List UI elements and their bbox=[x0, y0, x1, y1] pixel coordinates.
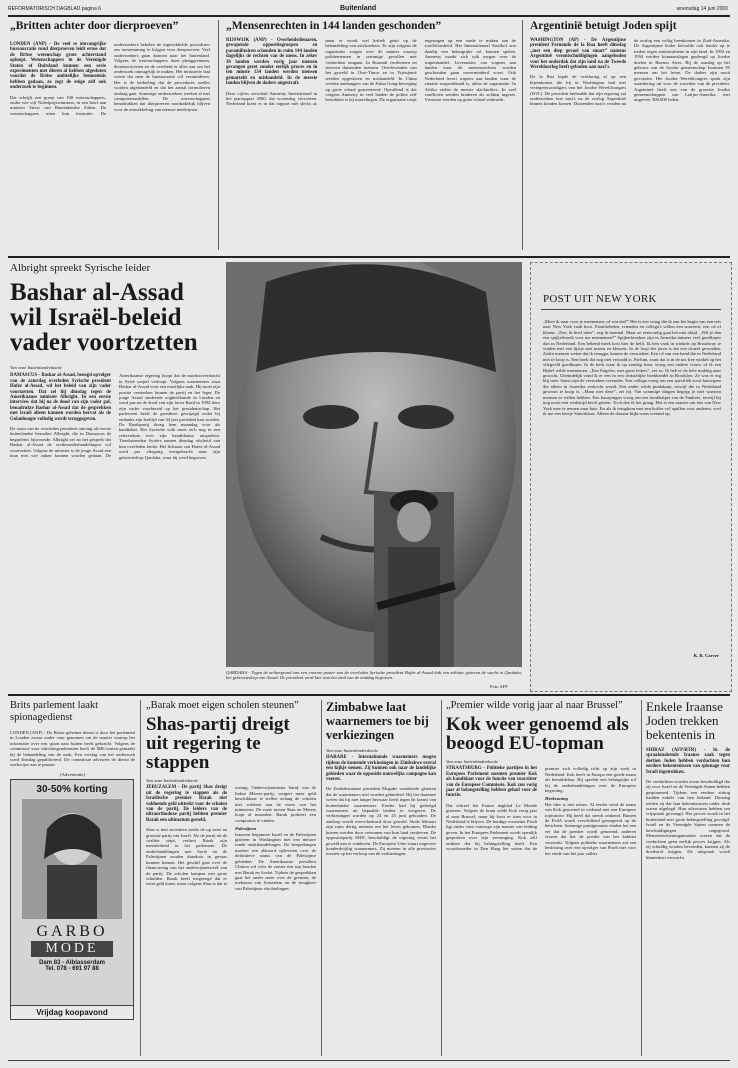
body-paragraph: De zoon van de overleden president ontving als eerste buitenlandse bezoeker Albright, die in Damascus de begrafenis bijwoonde. Albright zei na het gesprek dat Bashar al-Assad de vredesonderhandelingen wil voortzetten. Volgens de minister is de jonge Assad een man met wie zaken kunnen worden gedaan. De Amerikaanse regering hoopt dat de machtsoverdracht in Syrië soepel verloopt. Volgens waarnemers staat Bashar al-Assad voor een moeilijke taak. Hij moet zijn positie versterken binnen de partij en het leger. De jonge Assad studeerde oogheelkunde in Londen en werd pas na de dood van zijn broer Basil in 1994 door zijn vader voorbereid op het presidentschap. Het parlement heeft de grondwet gewijzigd zodat hij ondanks zijn leeftijd van 34 jaar president kan worden. De Baathpartij droeg hem maandag voor als kandidaat. Het Syrische volk moet zich nog in een referendum over zijn kandidatuur uitspreken. Tienduizenden Syriërs namen dinsdag afscheid van hun overleden leider. Het lichaam van Hafez al-Assad werd per vliegtuig overgebracht naar zijn geboortedorp Qardaha, waar hij werd begraven. bbox=[10, 373, 220, 460]
article-assad-continued bbox=[226, 262, 522, 667]
article-iran bbox=[646, 700, 730, 1056]
lead-paragraph: DAMASCUS - Bashar al-Assad, beoogd opvolger van de zaterdag overleden Syrische president Hafez al-Assad, wil het beleid van zijn vader voortzetten. Dat zei hij dinsdag tegen de Amerikaanse minister Albright. In een eerste interview dat hij na de dood van zijn vader gaf, benadrukte Bashar al-Assad dat de gesprekken met Israël alleen kunnen worden hervat als de Golanhoogte volledig wordt teruggegeven. bbox=[10, 373, 111, 422]
lead-paragraph: JERUZALEM - De partij Shas dreigt uit de regering te stappen als de Israëlische premier Barak niet voldoende geld uittrekt voor de scholen van de partij. De leiders van de ultraorthodoxe partij hebben premier Barak een ultimatum gesteld. bbox=[146, 785, 227, 823]
photo-caption bbox=[226, 670, 522, 690]
section-rule bbox=[8, 256, 730, 258]
body-paragraph: Dat schreef het Franse dagblad Le Monde gisteren. Volgens de krant wilde Kok vorig jaar al naar Brussel, maar hij koos er toen voor in Nederland te blijven. De huidige voorzitter Prodi ligt onder vuur vanwege zijn manier van leiding geven. In het Europees Parlement wordt openlijk gesproken over zijn vervanging. Kok zelf ontkent dat hij belangstelling heeft. Een woordvoerder in Den Haag liet weten dat de premier zich volledig richt op zijn werk in Nederland. Kok heeft in Europa een goede naam als bemiddelaar. Hij speelde een belangrijke rol bij de onderhandelingen over de Europese begroting. bbox=[446, 766, 636, 852]
lead-paragraph: LONDEN (ANP) - De veel te omvangrijke bureaucratie rond dierproeven leidt ertoe dat de Britse wetenschap grote achterstand oploopt. Wetenschappers in de Verenigde Staten of Duitsland kunnen een serie experimenten met dieren al hebben afgesloten voordat de Britse ambtelijke bemoeienis hebben gedaan, zo zegt de enige zelf ook onderzoek te beginnen. bbox=[10, 42, 106, 91]
body-paragraph: Deze cijfers verschaft Amnesty International in het jaarrapport 2000, dat woensdag verscheen. Nederland komt er in dat rapport niet slecht af, maar er wordt wel kritiek geuit op de behandeling van asielzoekers. Er zijn volgens de organisatie zorgen over de manier waarop politiemensen in sommige gevallen met verdachten omgaan. In Burundi verdwenen en stierven duizenden mensen. Overlevenden van het geweld in Oost-Timor en in Tsjetsjenië werden opgesloten en mishandeld. In China werden aanhangers van de Falun Gong-beweging op grote schaal gearresteerd. Opvallend is dat volgens Amnesty in veel landen de politie zelf betrokken is bij martelingen. De organisatie roept regeringen op een einde te maken aan de straffeloosheid. Het Internationaal Strafhof zou daarbij een belangrijke rol kunnen spelen. Amnesty maakt zich ook zorgen over de wapenhandel. Leveranties van wapens aan landen waar de mensenrechten worden geschonden gaan onverminderd voort. Ook Nederland levert wapens aan landen waar de situatie zorgwekkend is, aldus de organisatie. In Afrika vielen de meeste slachtoffers. In veel conflicten werden kinderen als soldaat ingezet. Vrouwen werden op grote schaal verkracht. bbox=[226, 38, 516, 107]
kicker: „Barak moet eigen scholen steunen” bbox=[146, 700, 299, 711]
ad-label: (Advertentie) bbox=[60, 771, 85, 777]
header-rule bbox=[8, 15, 730, 17]
ad-model-graphic bbox=[22, 799, 122, 919]
body-paragraph: De Zimbabwaanse president Mugabe verzekerde gisteren dat de waarnemers niet worden gehinderd. Hij liet daarmee weten dat hij niet langer bezwaar heeft tegen de komst van buitenlandse waarnemers. Eerder had hij gedreigd waarnemers uit bepaalde landen te weigeren. De verkiezingen worden op 24 en 25 juni gehouden. De aanloop wordt overschaduwd door geweld. Sinds februari zijn ruim dertig mensen om het leven gekomen. Blanke boeren werden door veteranen van hun land verdreven. De oppositiepartij MDC beschuldigt de regering ervan het geweld aan te wakkeren. De Europese Unie stuurt ongeveer honderdvijftig waarnemers. Zij moeten in alle provincies toezien op het verloop van de verkiezingen. bbox=[326, 786, 436, 857]
body-paragraph: LONDEN (ANP) - De Britse geheime dienst is door het parlement in Londen zwaar onder vuur genomen om de manier waarop het informatie over een spion naar buiten heeft gebracht. Volgens de commissie voor inlichtingendiensten heeft de MI6 fouten gemaakt bij de behandeling van de zaak. Een verslag van het onderzoek werd dinsdag gepubliceerd. De commissie adviseert de dienst de werkwijze aan te passen. bbox=[10, 730, 135, 768]
subheading: Herkenning bbox=[545, 796, 568, 802]
headline: Enkele Iraanse Joden trekken bekentenis in bbox=[646, 700, 723, 742]
body-paragraph: Shas is met zeventien zetels de op twee na grootste partij van Israël. Als de partij uit de coalitie stapt, verliest Barak zijn meerderheid in het parlement. De onderhandelingen met Syrië en de Palestijnen zouden daardoor in gevaar kunnen komen. Het geschil gaat over de financiering van het onderwijsnetwerk van de partij. De scholen kampen met grote schulden. Barak heeft toegezegd dat er extra geld komt, maar volgens Shas is dat te weinig. Onderwijsminister Sarid, van de linkse Meretz-partij, weigert meer geld beschikbaar te stellen zolang de scholen niet voldoen aan de eisen van het ministerie. De ruzie tussen Shas en Meretz loopt al maanden. Barak probeert een compromis te vinden. bbox=[146, 785, 316, 887]
ad-photo bbox=[22, 799, 122, 919]
lead-paragraph: SHIRAZ (AFP/RTR) - In de spraakmakende Iraanse zaak tegen dertien Joden hebben verdachten hun eerdere bekentenissen van spionage voor Israël ingetrokken. bbox=[646, 748, 730, 775]
column-rule bbox=[321, 700, 322, 1056]
column-rule bbox=[140, 700, 141, 1056]
subheading: Palestijnen bbox=[235, 826, 257, 832]
article-assad-text bbox=[10, 262, 220, 672]
article-kok bbox=[446, 700, 636, 1056]
header-date: woensdag 14 juni 2000 bbox=[676, 6, 728, 12]
column-title-rule bbox=[541, 309, 721, 310]
ad-address: Dam 83 - Alblasserdam bbox=[39, 960, 105, 967]
article-argentinie bbox=[530, 20, 730, 250]
headline: Kok weer genoemd als beoogd EU-topman bbox=[446, 714, 629, 754]
column-text: „Moet ik naar voor je meenemen, of wat dat?” Het is een vraag die ik aan het begin van een reis naar New York vaak hoor. Familieleden, vrienden en collega's willen een souvenir, een cd of kleren. „Nee, ik hoef niets”, zeg ik meestal. Maar zo eenvoudig gaat het niet altijd. „Wil je dan een spijkerbroek voor me meenemen?” Spijkerbroeken zijn in Amerika immers veel goedkoper dan in Nederland. Een bekend merk kost hier de helft. Ik ben vaak in winkels op Broadway te vinden met een lijstje met maten en kleuren. In de loop der jaren is dat een ritueel geworden. Zodra mensen weten dat ik terugga, komen de verzoeken. Een cd van een band die in Nederland niet te koop is. Een boek dat nog niet vertaald is. Parfum, want dat is in de tax free winkel op het vliegveld goedkoper. In de kerk waar ik op zondag kom, vroeg een oudere vrouw of ik een Bijbel wilde meenemen. „Een Engelse, met grote letters”, zei ze. Ik heb er de hele middag naar gezocht. Uiteindelijk vond ik er een in een christelijke boekhandel in Brooklyn. Ze was er erg blij mee. Soms zijn de verzoeken vreemder. Een collega vroeg om een specifiek soort kauwgom die alleen in Amerika verkocht wordt. Een ander wilde pindakaas, terwijl die in Nederland gewoon te koop is. „Maar niet deze”, zei hij. Van sommige dingen begrijp je niet waarom mensen ze willen hebben. Een buurjongen vroeg om een honkbalpet van de Yankees, terwijl hij nog nooit een wedstrijd heeft gezien. Toch doe ik het graag. Het is een manier om iets van New York mee te nemen naar huis. En als ik terugkom met een koffer vol spullen voor anderen, voel ik me een beetje Sinterklaas. Alleen de douane kijkt soms vreemd op. bbox=[543, 319, 721, 416]
column-rule bbox=[522, 20, 523, 250]
column-rule bbox=[218, 20, 219, 250]
ad-discount: 30-50% korting bbox=[36, 784, 108, 796]
header-left: REFORMATORISCH DAGBLAD pagina 6 bbox=[8, 6, 101, 12]
byline: Van onze buitenlandredactie bbox=[326, 748, 379, 753]
byline: Van onze buitenlandredactie bbox=[446, 759, 499, 764]
headline: „Britten achter door dierproeven” bbox=[10, 20, 179, 32]
column-title: POST UIT NEW YORK bbox=[543, 293, 657, 305]
kicker: Albright spreekt Syrische leider bbox=[10, 262, 151, 274]
headline: Argentinië betuigt Joden spijt bbox=[530, 20, 677, 32]
body-paragraph-2: Het idee is niet nieuw. Al eerder werd de naam van Kok genoemd in verband met een Europese topfunctie. Hij heeft dat steeds ontkend. Binnen de PvdA wordt verschillend gereageerd op de berichten. Sommige partijgenoten vinden het een eer dat de premier wordt genoemd, anderen vrezen dat het de positie van het kabinet verzwakt. Volgens politieke waarnemers zal een beslissing over een opvolger van Prodi niet voor het einde van het jaar vallen. bbox=[545, 801, 636, 856]
photo-assad-poster bbox=[226, 262, 522, 667]
caption-text: QARDAHA - Tegen de achtergrond van een enorme poster van de overleden Syrische president Hafez al-Assad bidt een militair gisteren de wacht in Qardaha, het geboortedorp van Assad. De president werd hier aan het eind van de middag begraven. bbox=[226, 670, 522, 681]
byline: Van onze buitenlandredactie bbox=[10, 365, 63, 370]
article-text bbox=[10, 373, 220, 460]
ad-phone: Tel. 078 - 691 97 88 bbox=[45, 966, 99, 973]
photo-credit: Foto AFP bbox=[490, 684, 508, 689]
byline: Van onze buitenlandredactie bbox=[146, 778, 199, 783]
body-paragraph: De verdachten worden ervan beschuldigd dat zij voor Israël en de Verenigde Staten hebben gespioneerd. Tijdens een eerdere zitting hadden enkele van hen bekend. Dinsdag zeiden zij dat hun bekentenissen onder druk waren afgelegd. Hun advocaten hebben om vrijspraak gevraagd. Het proces wordt in het buitenland met grote belangstelling gevolgd. Israël en de Verenigde Staten noemen de beschuldigingen ongegrond. Mensenrechtenorganisaties vrezen dat de verdachten geen eerlijk proces krijgen. Als zij schuldig worden bevonden, kunnen zij de doodstraf krijgen. De uitspraak wordt binnenkort verwacht. bbox=[646, 779, 730, 860]
article-text bbox=[446, 766, 636, 856]
photo-graphic bbox=[226, 262, 522, 667]
article-mensenrechten bbox=[226, 20, 516, 250]
column-signature: K. R. Carver bbox=[693, 653, 719, 658]
headline: „Mensenrechten in 144 landen geschonden” bbox=[226, 20, 442, 32]
column-rule bbox=[441, 700, 442, 1056]
article-text bbox=[226, 38, 516, 107]
ad-tagline: Vrijdag koopavond bbox=[10, 1006, 134, 1020]
headline: Bashar al-Assad wil Israël-beleid vader voortzetten bbox=[10, 279, 198, 356]
column-box bbox=[530, 262, 732, 692]
advertisement bbox=[10, 779, 134, 1006]
article-dierproeven bbox=[10, 20, 210, 250]
ad-brand-1: GARBO bbox=[36, 923, 108, 941]
article-brits bbox=[10, 700, 135, 1056]
article-text bbox=[10, 42, 210, 116]
footer-rule bbox=[8, 1060, 730, 1061]
article-text bbox=[146, 785, 316, 891]
headline: Zimbabwe laat waarnemers toe bij verkiezingen bbox=[326, 700, 429, 742]
section-rule bbox=[8, 694, 730, 696]
body-paragraph: De la Rua legde de verklaring af op een bijeenkomst die hij in Washington had met vertegenwoordigers van het Joodse Wereldcongres (WJC). De president herhaalde dat zijn regering zal onderzoeken hoe nazi's na de oorlog Argentinië binnen konden komen. Duizenden nazi's vonden na de oorlog een veilig heenkomen in Zuid-Amerika. De Argentijnse leider beloofde ook harder op te treden tegen antisemitisme in zijn land. In 1992 en 1994 werden bomaanslagen gepleegd op Joodse doelen in Buenos Aires. Bij de aanslag op het gebouw van de Joodse gemeenschap kwamen 85 mensen om het leven. De daders zijn nooit gevonden. Het Joodse Wereldcongres sprak zijn waardering uit voor de woorden van de president. Argentinië heeft een van de grootste Joodse gemeenschappen van Latijns-Amerika, met ongeveer 300.000 leden. bbox=[530, 38, 730, 107]
headline: Shas-partij dreigt uit regering te stappen bbox=[146, 714, 290, 773]
lead-paragraph: RIJSWIJK (ANP) - Overheidsdienaren, gewapende oppositiegroepen en paramilitairen schenden in ruim 144 landen dagelijks de rechten van de mens. In zeker 38 landen werden vorig jaar mensen gevangen gezet zonder eerlijk proces en in ten minste 134 landen werden mensen gemarteld en mishandeld. In de meeste landen blijven de daders ongestraft. bbox=[226, 38, 318, 87]
ad-brand-2: MODE bbox=[31, 941, 113, 957]
headline: Brits parlement laakt spionagedienst bbox=[10, 700, 99, 723]
article-zimbabwe bbox=[326, 700, 436, 1056]
kicker: „Premier wilde vorig jaar al naar Brussel” bbox=[446, 700, 623, 711]
body-paragraph: Dat schrijft een groep van 100 wetenschappers, onder wie vijf Nobelprijswinnaars, in een brief aan minister Straw van Binnenlandse Zaken. De wetenschappers uiten hun frustratie. De onderzoekers hekelen de ingewikkelde procedures om toestemming te krijgen voor dierproeven. Veel onderzoekers gaan daarom naar het buitenland. Volgens de wetenschappers doen pleeggezinnen, dierenactivisten en de overheid er alles aan om het onderzoek onmogelijk te maken. Het ministerie laat weten dat men de bureaucratie wil verminderen. Het is de bedoeling dat de procedures sneller worden afgehandeld en dat het aantal formulieren omlaag gaat. Sommige onderzoekers werken al met computermodellen. De wetenschappers benadrukken dat dierproeven noodzakelijk blijven voor de ontwikkeling van nieuwe medicijnen. bbox=[10, 42, 210, 116]
lead-paragraph: HARARE - Internationale waarnemers mogen tijdens de komende verkiezingen in Zimbabwe overal een kijkje nemen. Zij kunnen ook naar de landelijke gebieden waar de oppositie nauwelijks campagne kan voeren. bbox=[326, 755, 436, 783]
column-rule bbox=[641, 700, 642, 1056]
section-title: Buitenland bbox=[340, 5, 377, 12]
lead-paragraph: WASHINGTON (AP) - De Argentijnse president Fernando de la Rua heeft dinsdag „met een diep gevoel van smart” namens Argentinië verontschuldigingen aangeboden voor het onderdak dat zijn land na de Tweede Wereldoorlog heeft geboden aan nazi's. bbox=[530, 38, 626, 71]
article-shas bbox=[146, 700, 316, 1056]
body-paragraph-2: Intussen begonnen Israël en de Palestijnen gisteren in Washington met een nieuwe ronde onderhandelingen. De besprekingen moeten een akkoord opleveren over de definitieve status van de Palestijnse gebieden. De Amerikaanse president Clinton wil vóór de zomer een top houden met Barak en Arafat. Tijdens de gesprekken gaat het onder meer over de grenzen, de toekomst van Jeruzalem en de terugkeer van Palestijnse vluchtelingen. bbox=[235, 831, 316, 891]
article-text bbox=[530, 38, 730, 107]
lead-paragraph: STRAATSBURG - Politieke partijen in het Europees Parlement noemen premier Kok als kandidaat voor de functie van voorzitter van de Europese Commissie. Kok zou vorig jaar al belangstelling hebben gehad voor de functie. bbox=[446, 766, 537, 799]
